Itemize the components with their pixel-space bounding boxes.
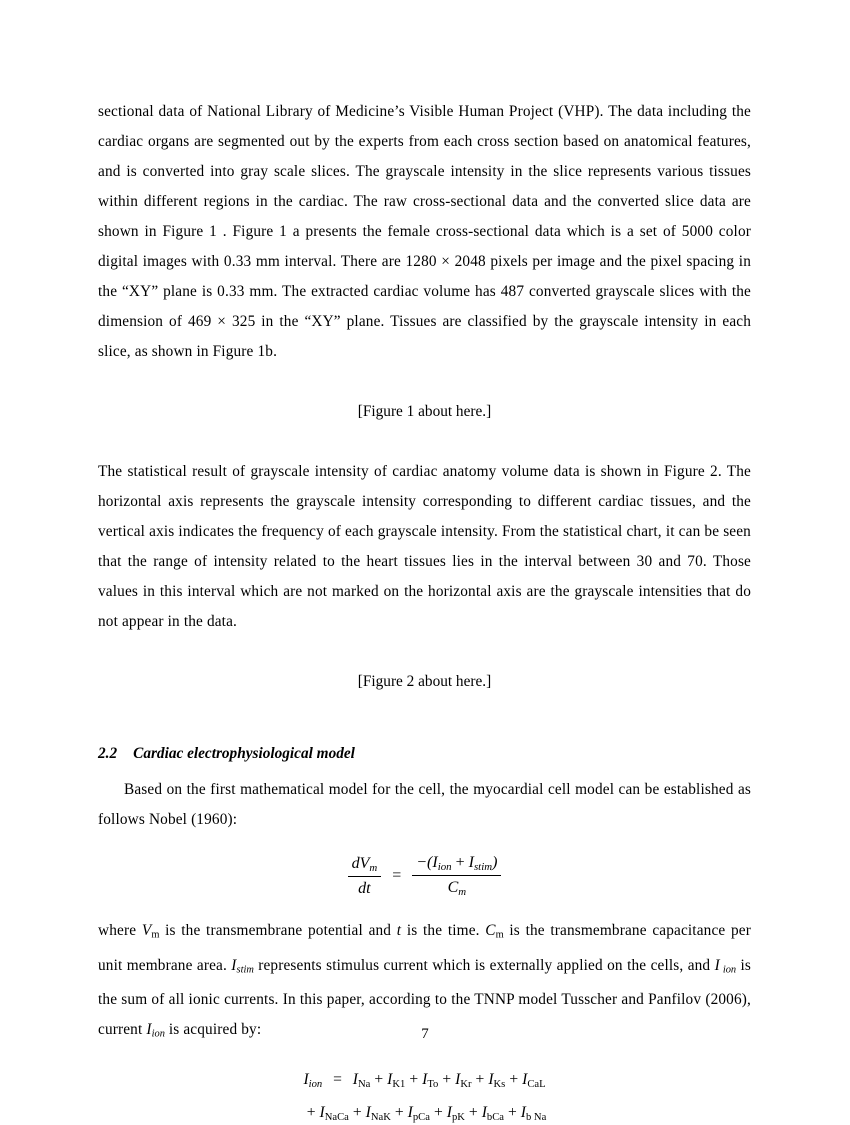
spacer — [98, 900, 751, 916]
current-subscript: Ks — [493, 1078, 506, 1090]
var-t: t — [396, 921, 402, 939]
figure-1-placeholder: [Figure 1 about here.] — [357, 403, 492, 420]
spacer — [98, 1091, 751, 1104]
equals-sign: = — [333, 1070, 342, 1088]
var-iion-subscript — [720, 964, 736, 975]
equals-sign: = — [392, 867, 402, 885]
var-vm: V — [141, 921, 152, 939]
current-subscript: CaL — [527, 1078, 546, 1090]
plus-sign: + — [409, 1070, 419, 1088]
fraction-ionic-sum-over-cm — [412, 853, 501, 900]
paragraph-intro: sectional data of National Library of Medicine’s Visible Human Project (VHP). The data including the cardiac organs are segmented out by the experts from each cross section based on anatomical features, and is converted into gray scale slices. The grayscale intensity in the slice represents various tissues within different regions in the cardiac. The raw cross-sectional data and the converted slice data are shown in Figure 1 . Figure 1 a presents the female cross-sectional data which is a set of 5000 color digital images with 0.33 mm interval. There are 1280 × 2048 pixels per image and the pixel spacing in the “XY” plane is 0.33 mm. The extracted cardiac volume has 487 converted grayscale slices with the dimension of 469 × 325 in the “XY” plane. Tissues are classified by the grayscale intensity in each slice, as shown in Figure 1b. — [98, 103, 751, 360]
leading-plus-sign: + — [306, 1104, 316, 1122]
neg-paren-i-symbol: −(I — [416, 854, 438, 871]
fraction-denominator — [412, 876, 501, 899]
current-subscript: NaCa — [324, 1112, 349, 1124]
current-symbol: I — [522, 1070, 528, 1088]
plus-sign: + — [468, 1104, 478, 1122]
var-vm-subscript: m — [151, 929, 160, 941]
plus-sign: + — [374, 1070, 384, 1088]
var-iion-2: I — [146, 1021, 152, 1039]
current-subscript: Na — [358, 1078, 371, 1090]
where-seg-5: represents stimulus current which is externally applied on the cells, and — [253, 956, 715, 974]
plus-sign: + — [507, 1104, 517, 1122]
plus-sign: + — [352, 1104, 362, 1122]
fraction-dvm-dt — [348, 854, 382, 899]
var-istim-subscript: stim — [236, 964, 254, 976]
where-seg-3: is the time. — [401, 921, 486, 939]
var-iion-2-subscript: ion — [151, 1028, 165, 1040]
current-symbol: I — [387, 1070, 393, 1088]
plus-sign: + — [509, 1070, 519, 1088]
equation-ionic-currents-line-2 — [98, 1104, 751, 1124]
eq2-line2-terms — [319, 1104, 547, 1124]
dvm-subscript: m — [369, 861, 378, 874]
where-seg-2: is the transmembrane potential and — [159, 921, 397, 939]
iion-subscript: ion — [308, 1078, 323, 1090]
current-symbol: I — [520, 1104, 526, 1122]
var-iion: I — [714, 956, 720, 974]
spacer — [98, 427, 751, 457]
plus-sign: + — [455, 854, 465, 871]
current-symbol: I — [455, 1070, 461, 1088]
var-cm-subscript: m — [495, 929, 504, 941]
plus-sign: + — [442, 1070, 452, 1088]
spacer — [98, 1050, 751, 1071]
current-subscript: pK — [451, 1112, 465, 1124]
fraction-numerator — [348, 854, 382, 877]
plus-sign: + — [433, 1104, 443, 1122]
equation-transmembrane-potential — [98, 853, 751, 900]
dvm-symbol: dV — [351, 854, 370, 872]
where-seg-6: is the sum of all ionic currents. In this paper, according to the TNNP model Tusscher and Panfilov (2006), current — [98, 956, 751, 1039]
var-cm: C — [485, 921, 496, 939]
current-symbol: I — [319, 1104, 325, 1122]
section-number: 2.2 — [98, 745, 118, 762]
where-seg-4: is the transmembrane capacitance per unit membrane area. — [98, 921, 751, 974]
current-symbol: I — [488, 1070, 494, 1088]
ion-subscript: ion — [437, 860, 452, 873]
current-subscript: pCa — [412, 1112, 430, 1124]
spacer — [98, 721, 751, 742]
equation-2-line-2-row — [303, 1104, 547, 1124]
stim-subscript: stim — [473, 860, 493, 873]
section-title: Cardiac electrophysiological model — [133, 745, 355, 762]
spacer — [98, 835, 751, 853]
close-paren: ) — [492, 854, 498, 871]
plus-sign: + — [475, 1070, 485, 1088]
fraction-denominator — [348, 877, 382, 899]
spacer — [98, 637, 751, 667]
spacer — [98, 766, 751, 775]
spacer — [98, 697, 751, 721]
section-heading — [98, 742, 751, 766]
current-symbol: I — [352, 1070, 358, 1088]
current-symbol: I — [407, 1104, 413, 1122]
equation-2-line-1-row — [303, 1071, 545, 1091]
current-symbol: I — [365, 1104, 371, 1122]
current-subscript: NaK — [370, 1112, 391, 1124]
equation-1-row — [348, 853, 502, 900]
current-subscript: Kr — [460, 1078, 472, 1090]
current-subscript: K1 — [392, 1078, 406, 1090]
spacer — [98, 367, 751, 397]
var-iion-subscript-text: ion — [722, 964, 737, 976]
current-subscript: b Na — [525, 1112, 547, 1124]
plus-sign: + — [394, 1104, 404, 1122]
fraction-numerator — [412, 853, 501, 876]
cm-symbol: C — [447, 879, 459, 897]
i-stim-symbol: I — [468, 854, 474, 871]
page-number: 7 — [421, 1026, 429, 1042]
where-seg-1: where — [98, 921, 142, 939]
current-subscript: bCa — [486, 1112, 504, 1124]
current-symbol: I — [422, 1070, 428, 1088]
eq2-line1-terms — [353, 1071, 546, 1088]
paragraph-model-intro: Based on the first mathematical model for the cell, the myocardial cell model can be established as follows Nobel (1960): — [98, 781, 751, 828]
current-symbol: I — [481, 1104, 487, 1122]
page-content — [98, 97, 751, 1125]
iion-symbol: I — [303, 1070, 309, 1088]
current-symbol: I — [446, 1104, 452, 1122]
figure-2-placeholder: [Figure 2 about here.] — [357, 673, 492, 690]
current-subscript: To — [427, 1078, 439, 1090]
where-seg-7: is acquired by: — [164, 1021, 262, 1039]
var-istim: I — [231, 956, 237, 974]
cm-subscript: m — [458, 886, 467, 899]
equation-ionic-currents-line-1 — [98, 1071, 751, 1091]
paragraph-statistics: The statistical result of grayscale intensity of cardiac anatomy volume data is shown in Figure 2. The horizontal axis represents the grayscale intensity corresponding to different cardiac tissues, and the vertical axis indicates the frequency of each grayscale intensity. From the statistical chart, it can be seen that the range of intensity related to the heart tissues lies in the interval between 30 and 70. Those values in this interval which are not marked on the horizontal axis are the grayscale intensities that do not appear in the data. — [98, 463, 751, 630]
dt-symbol: dt — [358, 880, 371, 898]
